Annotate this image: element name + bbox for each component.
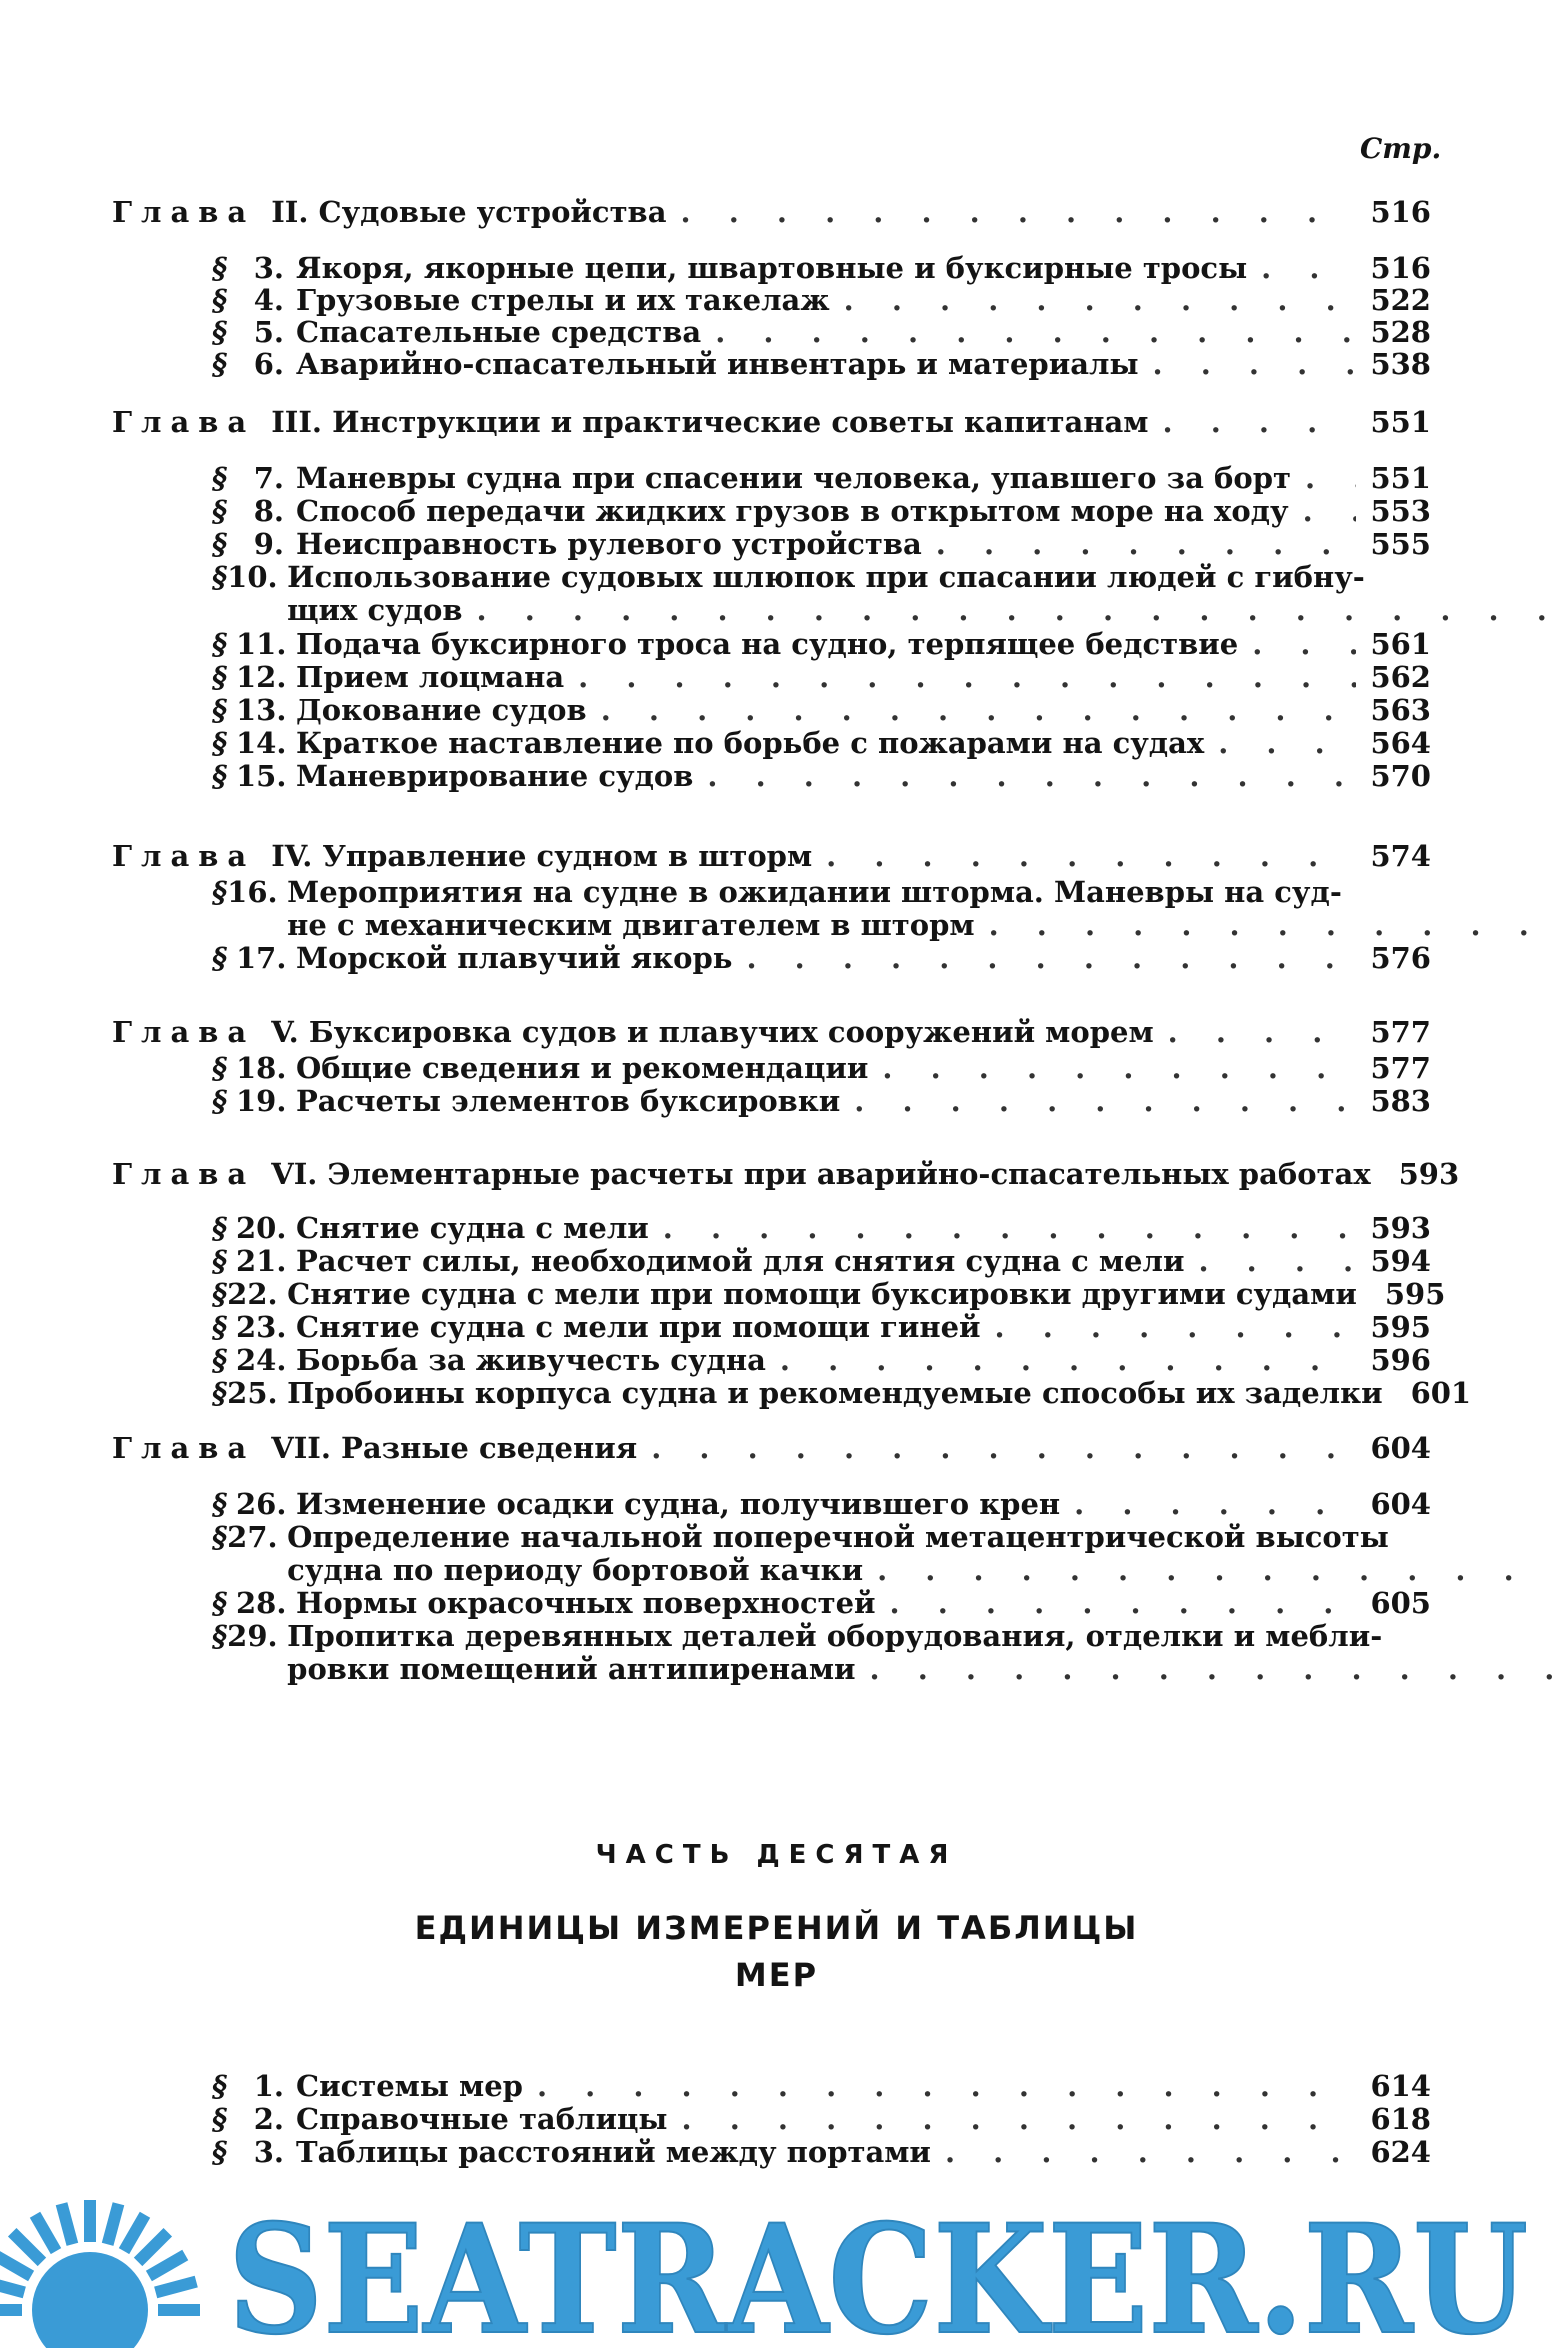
toc-entry <box>212 1620 1431 1686</box>
section-sign: § <box>212 2102 228 2136</box>
entry-title: Грузовые стрелы и их такелаж <box>296 283 830 317</box>
toc-entry <box>212 252 1431 285</box>
section-number: 19. <box>236 1084 287 1118</box>
entry-page: 563 <box>1370 693 1431 727</box>
section-number: 26. <box>236 1487 287 1521</box>
section-sign: § <box>212 2069 228 2103</box>
entry-title: Мероприятия на судне в ожидании шторма. Маневры на суд- <box>287 875 1342 909</box>
toc-entry <box>212 1212 1431 1245</box>
entry-page: 618 <box>1370 2102 1431 2136</box>
chapter-title: III. Инструкции и практические советы капитанам <box>271 405 1149 439</box>
entry-title: Прием лоцмана <box>296 660 565 694</box>
chapter-title: VI. Элементарные расчеты при аварийно-спасательных работах <box>271 1157 1371 1191</box>
section-sign: § <box>212 1586 228 1620</box>
entry-title: Общие сведения и рекомендации <box>296 1051 869 1085</box>
entry-title: Пропитка деревянных деталей оборудования, отделки и мебли- <box>287 1619 1383 1653</box>
part-title-line2: МЕР <box>734 1956 819 1994</box>
section-number: 3. <box>253 251 284 285</box>
entry-title: Докование судов <box>296 693 587 727</box>
dot-leader <box>707 760 1356 793</box>
toc-entry <box>212 1052 1431 1085</box>
chapter-page: 551 <box>1370 405 1431 439</box>
entry-page: 601 <box>1410 1376 1472 1410</box>
dot-leader <box>936 528 1357 561</box>
toc-entry <box>212 316 1431 349</box>
entry-title-continued: не с механическим двигателем в шторм <box>287 908 975 942</box>
entry-title-continued: ровки помещений антипиренами <box>287 1652 856 1686</box>
dot-leader <box>844 284 1357 317</box>
section-number: 18. <box>236 1051 287 1085</box>
entry-title: Изменение осадки судна, получившего крен <box>296 1487 1061 1521</box>
section-sign: § <box>212 494 228 528</box>
chapter-word: Глава <box>112 1157 256 1191</box>
dot-leader <box>1074 1488 1356 1521</box>
entry-title: Спасательные средства <box>296 315 702 349</box>
entry-page: 562 <box>1370 660 1431 694</box>
entry-title: Подача буксирного троса на судно, терпящее бедствие <box>296 627 1239 661</box>
section-number: 15. <box>236 759 287 793</box>
entry-page: 564 <box>1370 726 1431 760</box>
chapter-word: Глава <box>112 1015 256 1049</box>
entry-title: Расчет силы, необходимой для снятия судна с мели <box>296 1244 1185 1278</box>
dot-leader <box>995 1311 1357 1344</box>
dot-leader <box>1168 1012 1357 1052</box>
section-sign: § <box>212 726 228 760</box>
sun-ray <box>12 2232 42 2262</box>
dot-leader <box>1218 727 1356 760</box>
dot-leader <box>746 942 1356 975</box>
entry-title: Использование судовых шлюпок при спасании людей с гибну- <box>287 560 1365 594</box>
entry-page: 594 <box>1370 1244 1431 1278</box>
section-sign: § <box>212 1619 228 1653</box>
section-sign: § <box>212 875 228 909</box>
dot-leader <box>1198 1245 1356 1278</box>
entry-title: Пробоины корпуса судна и рекомендуемые способы их заделки <box>287 1376 1383 1410</box>
section-number: 2. <box>253 2102 284 2136</box>
entry-title: Краткое наставление по борьбе с пожарами на судах <box>296 726 1205 760</box>
chapter-page: 593 <box>1398 1157 1460 1191</box>
entry-page: 614 <box>1370 2069 1431 2103</box>
sun-ray <box>138 2232 168 2262</box>
section-number: 1. <box>253 2069 284 2103</box>
chapter-heading <box>112 1428 1431 1468</box>
toc-entry <box>212 1376 1472 1410</box>
section-sign: § <box>212 1343 228 1377</box>
dot-leader <box>1163 402 1357 442</box>
section-number: 25. <box>227 1376 278 1410</box>
dot-leader <box>1305 462 1357 495</box>
sun-ray <box>35 2215 56 2251</box>
dot-leader <box>870 1653 1553 1686</box>
entry-title: Расчеты элементов буксировки <box>296 1084 841 1118</box>
entry-page: 595 <box>1384 1277 1446 1311</box>
toc-entry <box>212 348 1431 381</box>
section-number: 14. <box>236 726 287 760</box>
section-number: 6. <box>253 347 284 381</box>
section-sign: § <box>212 2135 228 2169</box>
section-number: 22. <box>227 1277 278 1311</box>
part-title-line1: ЕДИНИЦЫ ИЗМЕРЕНИЙ И ТАБЛИЦЫ <box>414 1909 1139 1947</box>
section-sign: § <box>212 527 228 561</box>
entry-page: 561 <box>1370 627 1431 661</box>
toc-entry <box>212 284 1431 317</box>
section-number: 17. <box>236 941 287 975</box>
entry-title-continued: щих судов <box>287 593 463 627</box>
section-sign: § <box>212 1277 228 1311</box>
entry-title: Аварийно-спасательный инвентарь и материалы <box>296 347 1139 381</box>
entry-page: 624 <box>1370 2135 1431 2169</box>
sun-ray <box>156 2282 197 2293</box>
toc-entry <box>212 760 1431 793</box>
toc-entry <box>212 1488 1431 1521</box>
sun-ray <box>149 2255 185 2276</box>
sun-ray <box>62 2204 73 2245</box>
entry-page: 555 <box>1370 527 1431 561</box>
entry-title: Неисправность рулевого устройства <box>296 527 922 561</box>
page-column-label: Стр. <box>1360 132 1442 165</box>
section-number: 11. <box>236 627 287 661</box>
entry-title: Таблицы расстояний между портами <box>296 2135 931 2169</box>
section-sign: § <box>212 283 228 317</box>
chapter-title: VII. Разные сведения <box>271 1431 638 1465</box>
section-sign: § <box>212 759 228 793</box>
entry-title: Снятие судна с мели при помощи буксировки другими судами <box>287 1277 1357 1311</box>
entry-title: Снятие судна с мели <box>296 1211 649 1245</box>
dot-leader <box>715 316 1356 349</box>
dot-leader <box>826 836 1356 876</box>
sun-ray <box>124 2215 145 2251</box>
section-number: 7. <box>253 461 284 495</box>
entry-title: Определение начальной поперечной метацентрической высоты <box>287 1520 1389 1554</box>
section-sign: § <box>212 660 228 694</box>
section-number: 27. <box>227 1520 278 1554</box>
section-number: 29. <box>227 1619 278 1653</box>
toc-entry <box>212 694 1431 727</box>
chapter-word: Глава <box>112 1431 256 1465</box>
watermark-text: SEATRACKER.RU <box>228 2192 1528 2348</box>
toc-entry <box>212 661 1431 694</box>
section-number: 4. <box>253 283 284 317</box>
chapter-page: 604 <box>1370 1431 1431 1465</box>
toc-entry <box>212 727 1431 760</box>
chapter-heading <box>112 836 1431 876</box>
chapter-heading <box>112 192 1431 232</box>
section-number: 8. <box>253 494 284 528</box>
dot-leader <box>780 1344 1357 1377</box>
sun-ray <box>108 2204 119 2245</box>
section-number: 10. <box>227 560 278 594</box>
section-sign: § <box>212 1376 228 1410</box>
dot-leader <box>1153 348 1357 381</box>
entry-page: 604 <box>1370 1487 1431 1521</box>
section-sign: § <box>212 1084 228 1118</box>
section-number: 21. <box>236 1244 287 1278</box>
entry-title: Якоря, якорные цепи, швартовные и буксирные тросы <box>296 251 1248 285</box>
chapter-word: Глава <box>112 195 256 229</box>
entry-title: Нормы окрасочных поверхностей <box>296 1586 876 1620</box>
part-label: ЧАСТЬ ДЕСЯТАЯ <box>595 1840 958 1870</box>
section-sign: § <box>212 251 228 285</box>
entry-page: 538 <box>1370 347 1431 381</box>
section-number: 16. <box>227 875 278 909</box>
toc-entry <box>212 1587 1431 1620</box>
section-sign: § <box>212 560 228 594</box>
toc-entry <box>212 1085 1431 1118</box>
watermark <box>0 2110 1553 2348</box>
entry-title: Маневрирование судов <box>296 759 694 793</box>
section-sign: § <box>212 1244 228 1278</box>
dot-leader <box>989 909 1553 942</box>
dot-leader <box>877 1554 1553 1587</box>
section-sign: § <box>212 315 228 349</box>
toc-entry <box>212 1344 1431 1377</box>
toc-entry <box>212 561 1431 627</box>
chapter-title: II. Судовые устройства <box>271 195 667 229</box>
section-sign: § <box>212 1211 228 1245</box>
sun-ray <box>0 2255 31 2276</box>
chapter-word: Глава <box>112 405 256 439</box>
entry-title: Справочные таблицы <box>296 2102 668 2136</box>
dot-leader <box>663 1212 1357 1245</box>
toc-entry <box>212 628 1431 661</box>
dot-leader <box>537 2070 1357 2103</box>
dot-leader <box>477 594 1553 627</box>
section-sign: § <box>212 1051 228 1085</box>
toc-entry <box>212 942 1431 975</box>
dot-leader <box>1303 495 1357 528</box>
dot-leader <box>854 1085 1356 1118</box>
toc-entry <box>212 876 1431 942</box>
section-sign: § <box>212 941 228 975</box>
entry-page: 593 <box>1370 1211 1431 1245</box>
dot-leader <box>1261 252 1356 285</box>
section-number: 28. <box>236 1586 287 1620</box>
entry-page: 528 <box>1370 315 1431 349</box>
entry-page: 570 <box>1370 759 1431 793</box>
dot-leader <box>681 192 1357 232</box>
entry-page: 577 <box>1370 1051 1431 1085</box>
toc-entry <box>212 462 1431 495</box>
section-number: 23. <box>236 1310 287 1344</box>
entry-page: 595 <box>1370 1310 1431 1344</box>
dot-leader <box>651 1428 1356 1468</box>
chapter-page: 574 <box>1370 839 1431 873</box>
entry-page: 605 <box>1370 1586 1431 1620</box>
section-number: 13. <box>236 693 287 727</box>
chapter-page: 577 <box>1370 1015 1431 1049</box>
entry-title: Маневры судна при спасении человека, упавшего за борт <box>296 461 1291 495</box>
toc-entry <box>212 1521 1431 1587</box>
chapter-heading <box>112 1012 1431 1052</box>
entry-page: 516 <box>1370 251 1431 285</box>
section-sign: § <box>212 1310 228 1344</box>
section-sign: § <box>212 627 228 661</box>
section-sign: § <box>212 461 228 495</box>
entry-page: 551 <box>1370 461 1431 495</box>
section-number: 24. <box>236 1343 287 1377</box>
chapter-page: 516 <box>1370 195 1431 229</box>
chapter-title: IV. Управление судном в шторм <box>271 839 813 873</box>
dot-leader <box>882 1052 1356 1085</box>
dot-leader <box>578 661 1356 694</box>
chapter-title: V. Буксировка судов и плавучих сооружений морем <box>271 1015 1154 1049</box>
entry-title: Способ передачи жидких грузов в открытом море на ходу <box>296 494 1289 528</box>
section-sign: § <box>212 1520 228 1554</box>
section-number: 3. <box>253 2135 284 2169</box>
toc-entry <box>212 495 1431 528</box>
chapter-heading <box>112 1154 1460 1194</box>
entry-title: Системы мер <box>296 2069 523 2103</box>
section-number: 9. <box>253 527 284 561</box>
section-sign: § <box>212 1487 228 1521</box>
section-sign: § <box>212 347 228 381</box>
toc-entry <box>212 2070 1431 2103</box>
entry-page: 596 <box>1370 1343 1431 1377</box>
entry-title: Борьба за живучесть судна <box>296 1343 766 1377</box>
section-number: 12. <box>236 660 287 694</box>
entry-title: Морской плавучий якорь <box>296 941 733 975</box>
dot-leader <box>1252 628 1356 661</box>
entry-page: 553 <box>1370 494 1431 528</box>
toc-entry <box>212 1245 1431 1278</box>
toc-entry <box>212 1311 1431 1344</box>
entry-title: Снятие судна с мели при помощи гиней <box>296 1310 981 1344</box>
toc-entry <box>212 528 1431 561</box>
section-sign: § <box>212 693 228 727</box>
entry-page: 583 <box>1370 1084 1431 1118</box>
chapter-word: Глава <box>112 839 256 873</box>
sun-ray <box>0 2282 24 2293</box>
section-number: 5. <box>253 315 284 349</box>
chapter-heading <box>112 402 1431 442</box>
entry-title-continued: судна по периоду бортовой качки <box>287 1553 864 1587</box>
entry-page: 576 <box>1370 941 1431 975</box>
sun-logo-icon <box>0 2200 200 2348</box>
dot-leader <box>601 694 1357 727</box>
entry-page: 522 <box>1370 283 1431 317</box>
dot-leader <box>890 1587 1357 1620</box>
toc-entry <box>212 1277 1446 1311</box>
section-number: 20. <box>236 1211 287 1245</box>
